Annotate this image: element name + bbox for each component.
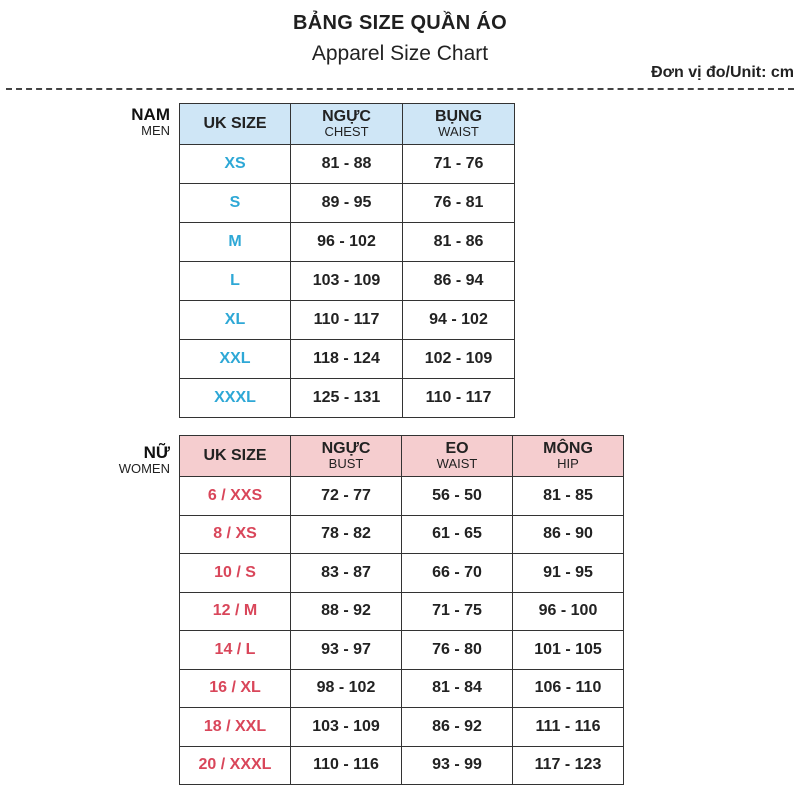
table-row <box>180 515 624 554</box>
women-waist-cell: 56 - 50 <box>402 477 513 516</box>
women-size-cell: 8 / XS <box>180 515 291 554</box>
women-waist-cell: 66 - 70 <box>402 554 513 593</box>
men-waist-cell: 71 - 76 <box>403 145 515 184</box>
men-col-waist-vn: BỤNG <box>434 108 483 125</box>
women-col-bust-en: BUST <box>328 456 364 471</box>
table-row <box>180 340 515 379</box>
women-size-table <box>179 435 624 785</box>
table-row <box>180 223 515 262</box>
table-row <box>180 631 624 670</box>
men-waist-cell: 76 - 81 <box>403 184 515 223</box>
men-col-size-label: UK SIZE <box>203 115 267 132</box>
men-col-header-waist <box>403 104 515 145</box>
women-col-header-hip <box>513 436 624 477</box>
women-size-cell: 10 / S <box>180 554 291 593</box>
women-size-cell: 14 / L <box>180 631 291 670</box>
women-hip-cell: 81 - 85 <box>513 477 624 516</box>
men-size-cell: XXXL <box>180 379 291 418</box>
women-size-cell: 12 / M <box>180 592 291 631</box>
men-col-header-chest <box>291 104 403 145</box>
women-waist-cell: 76 - 80 <box>402 631 513 670</box>
table-row <box>180 746 624 785</box>
table-row <box>180 262 515 301</box>
women-bust-cell: 72 - 77 <box>291 477 402 516</box>
women-size-cell: 20 / XXXL <box>180 746 291 785</box>
men-chest-cell: 110 - 117 <box>291 301 403 340</box>
men-chest-cell: 118 - 124 <box>291 340 403 379</box>
women-hip-cell: 111 - 116 <box>513 708 624 747</box>
men-label-en: MEN <box>141 123 170 138</box>
women-hip-cell: 86 - 90 <box>513 515 624 554</box>
table-row <box>180 184 515 223</box>
women-bust-cell: 98 - 102 <box>291 669 402 708</box>
women-col-header-size <box>180 436 291 477</box>
women-waist-cell: 86 - 92 <box>402 708 513 747</box>
women-bust-cell: 103 - 109 <box>291 708 402 747</box>
men-waist-cell: 81 - 86 <box>403 223 515 262</box>
men-chest-cell: 103 - 109 <box>291 262 403 301</box>
women-label-vn: NỮ <box>143 443 170 462</box>
table-row <box>180 554 624 593</box>
men-col-chest-en: CHEST <box>324 124 369 139</box>
table-row <box>180 145 515 184</box>
men-header-row <box>180 104 515 145</box>
men-chest-cell: 125 - 131 <box>291 379 403 418</box>
women-group-label <box>0 444 170 476</box>
men-size-table <box>179 103 515 418</box>
men-waist-cell: 110 - 117 <box>403 379 515 418</box>
women-bust-cell: 83 - 87 <box>291 554 402 593</box>
table-row <box>180 477 624 516</box>
women-col-header-bust <box>291 436 402 477</box>
men-size-cell: XXL <box>180 340 291 379</box>
men-size-cell: S <box>180 184 291 223</box>
men-chest-cell: 96 - 102 <box>291 223 403 262</box>
women-col-bust-vn: NGỰC <box>321 440 371 457</box>
men-group-label <box>0 106 170 138</box>
women-bust-cell: 88 - 92 <box>291 592 402 631</box>
women-waist-cell: 61 - 65 <box>402 515 513 554</box>
women-size-cell: 18 / XXL <box>180 708 291 747</box>
women-hip-cell: 106 - 110 <box>513 669 624 708</box>
women-bust-cell: 78 - 82 <box>291 515 402 554</box>
men-col-header-size <box>180 104 291 145</box>
women-col-waist-en: WAIST <box>436 456 478 471</box>
women-header-row <box>180 436 624 477</box>
women-label-en: WOMEN <box>118 461 170 476</box>
women-col-hip-en: HIP <box>557 456 579 471</box>
men-waist-cell: 102 - 109 <box>403 340 515 379</box>
women-col-size-label: UK SIZE <box>203 447 267 464</box>
women-size-cell: 16 / XL <box>180 669 291 708</box>
men-size-cell: XL <box>180 301 291 340</box>
men-chest-cell: 89 - 95 <box>291 184 403 223</box>
women-col-hip-vn: MÔNG <box>543 440 593 457</box>
men-size-cell: XS <box>180 145 291 184</box>
table-row <box>180 708 624 747</box>
men-col-chest-vn: NGỰC <box>322 108 371 125</box>
dashed-divider <box>6 88 794 90</box>
men-size-cell: M <box>180 223 291 262</box>
men-label-vn: NAM <box>131 105 170 124</box>
men-chest-cell: 81 - 88 <box>291 145 403 184</box>
unit-note: Đơn vị đo/Unit: cm <box>651 64 794 81</box>
men-size-cell: L <box>180 262 291 301</box>
women-col-header-waist <box>402 436 513 477</box>
page-subtitle: Apparel Size Chart <box>311 42 489 65</box>
table-row <box>180 301 515 340</box>
page-title: BẢNG SIZE QUẦN ÁO <box>293 12 507 34</box>
women-waist-cell: 71 - 75 <box>402 592 513 631</box>
women-bust-cell: 110 - 116 <box>291 746 402 785</box>
table-row <box>180 669 624 708</box>
table-row <box>180 379 515 418</box>
table-row <box>180 592 624 631</box>
women-hip-cell: 91 - 95 <box>513 554 624 593</box>
women-hip-cell: 117 - 123 <box>513 746 624 785</box>
men-waist-cell: 86 - 94 <box>403 262 515 301</box>
men-col-waist-en: WAIST <box>438 124 479 139</box>
women-hip-cell: 96 - 100 <box>513 592 624 631</box>
women-waist-cell: 81 - 84 <box>402 669 513 708</box>
women-bust-cell: 93 - 97 <box>291 631 402 670</box>
men-waist-cell: 94 - 102 <box>403 301 515 340</box>
women-waist-cell: 93 - 99 <box>402 746 513 785</box>
women-hip-cell: 101 - 105 <box>513 631 624 670</box>
women-size-cell: 6 / XXS <box>180 477 291 516</box>
women-col-waist-vn: EO <box>445 440 469 457</box>
